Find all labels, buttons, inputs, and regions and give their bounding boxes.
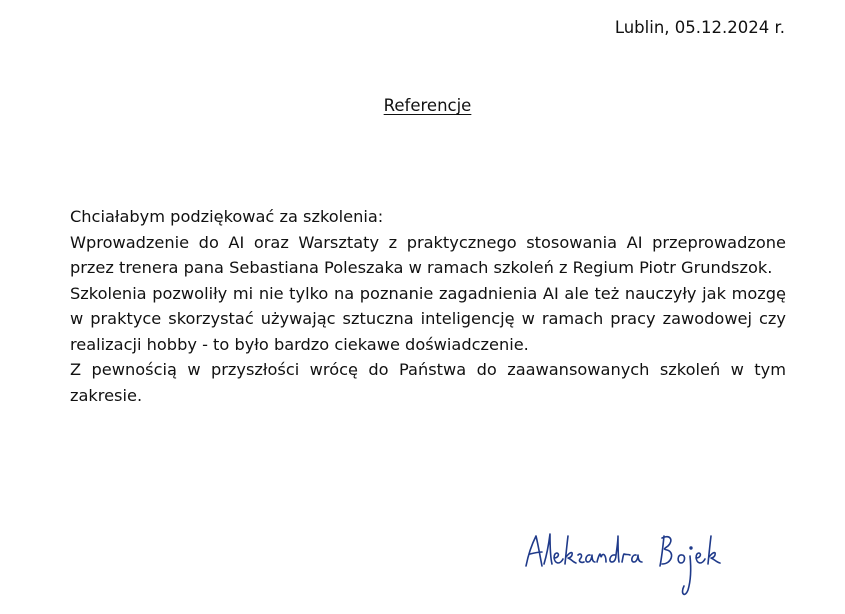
document-title: Referencje	[383, 96, 472, 115]
handwritten-signature	[520, 528, 765, 606]
letter-paragraph-1: Chciałabym podziękować za szkolenia:	[70, 207, 384, 226]
letter-paragraph-4: Z pewnością w przyszłości wrócę do Państwa do zaawansowanych szkoleń w tym zakresie.	[70, 360, 786, 405]
signature-image	[520, 528, 765, 606]
letter-body	[70, 204, 786, 408]
place-and-date: Lublin, 05.12.2024 r.	[614, 18, 785, 37]
letter-paragraph-3: Szkolenia pozwoliły mi nie tylko na poznanie zagadnienia AI ale też nauczyły jak mozgę w praktyce skorzystać używając sztuczna inteligencję w ramach pracy zawodowej czy realizacji hobby - to było bardzo ciekawe doświadczenie.	[70, 283, 786, 354]
letter-paragraph-2: Wprowadzenie do AI oraz Warsztaty z praktycznego stosowania AI przeprowadzone przez trenera pana Sebastiana Poleszaka w ramach szkoleń z Regium Piotr Grundszok.	[70, 232, 786, 277]
